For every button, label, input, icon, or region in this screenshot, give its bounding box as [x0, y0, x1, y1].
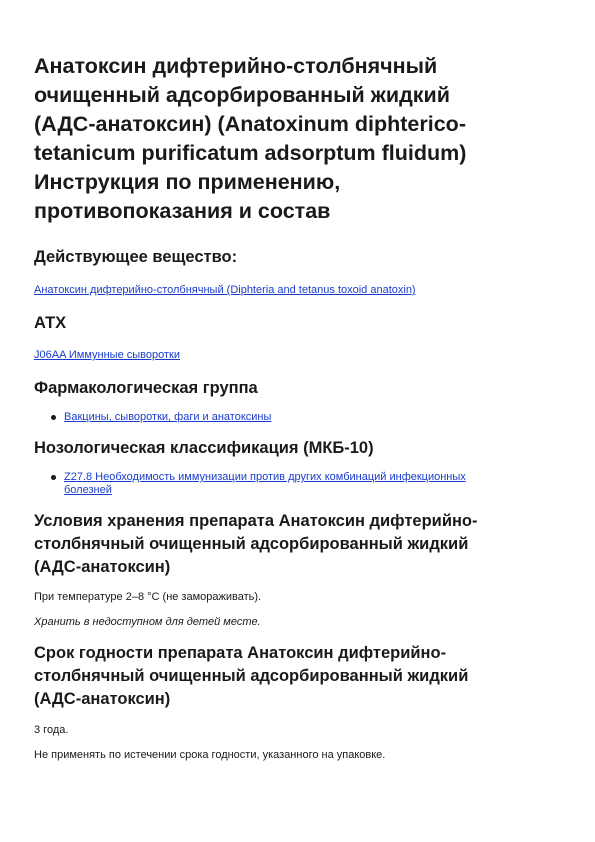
page-title	[34, 52, 564, 226]
section-heading-nosology: Нозологическая классификация (МКБ-10)	[34, 439, 374, 457]
section-active-substance	[34, 246, 564, 298]
list-item	[34, 411, 564, 424]
pharm-group-link[interactable]: Вакцины, сыворотки, фаги и анатоксины	[64, 411, 272, 423]
title-line: очищенный адсорбированный жидкий	[34, 83, 450, 107]
nosology-link[interactable]	[64, 471, 466, 496]
heading-line: Условия хранения препарата Анатоксин дифтерийно-	[34, 512, 478, 530]
heading-line: (АДС-анатоксин)	[34, 690, 171, 708]
shelf-life-duration-text: 3 года.	[34, 724, 69, 736]
nosology-link-line: Z27.8 Необходимость иммунизации против других комбинаций инфекционных	[64, 471, 466, 483]
section-heading-active-substance: Действующее вещество:	[34, 248, 238, 266]
title-block	[34, 52, 564, 226]
title-line: противопоказания и состав	[34, 199, 331, 223]
storage-temperature-text: При температуре 2–8 °C (не замораживать).	[34, 591, 262, 603]
document-page	[34, 52, 564, 762]
title-line: tetanicum purificatum adsorptum fluidum)	[34, 141, 467, 165]
section-heading-atc: АТХ	[34, 314, 67, 332]
title-line: Анатоксин дифтерийно-столбнячный	[34, 54, 438, 78]
storage-children-text: Хранить в недоступном для детей месте.	[34, 616, 261, 628]
section-heading-storage	[34, 510, 564, 579]
pharm-group-list	[34, 411, 564, 424]
title-line: (АДС-анатоксин) (Anatoxinum diphterico-	[34, 112, 466, 136]
section-atc	[34, 312, 564, 363]
heading-line: столбнячный очищенный адсорбированный жидкий	[34, 667, 469, 685]
heading-line: (АДС-анатоксин)	[34, 558, 171, 576]
bullet-icon	[51, 415, 56, 420]
title-line: Инструкция по применению,	[34, 170, 341, 194]
nosology-list	[34, 471, 564, 497]
shelf-life-warning-text: Не применять по истечении срока годности, указанного на упаковке.	[34, 749, 386, 761]
active-substance-link[interactable]: Анатоксин дифтерийно-столбнячный (Diphteria and tetanus toxoid anatoxin)	[34, 284, 416, 296]
heading-line: Срок годности препарата Анатоксин дифтерийно-	[34, 644, 447, 662]
section-heading-shelf-life	[34, 642, 564, 711]
nosology-link-line: болезней	[64, 484, 112, 496]
section-nosology	[34, 437, 564, 497]
list-item	[34, 471, 564, 497]
section-shelf-life	[34, 642, 564, 762]
heading-line: столбнячный очищенный адсорбированный жидкий	[34, 535, 469, 553]
section-pharm-group	[34, 377, 564, 424]
section-heading-pharm-group: Фармакологическая группа	[34, 379, 258, 397]
bullet-icon	[51, 475, 56, 480]
atc-link[interactable]: J06AA Иммунные сыворотки	[34, 349, 180, 361]
section-storage	[34, 510, 564, 629]
